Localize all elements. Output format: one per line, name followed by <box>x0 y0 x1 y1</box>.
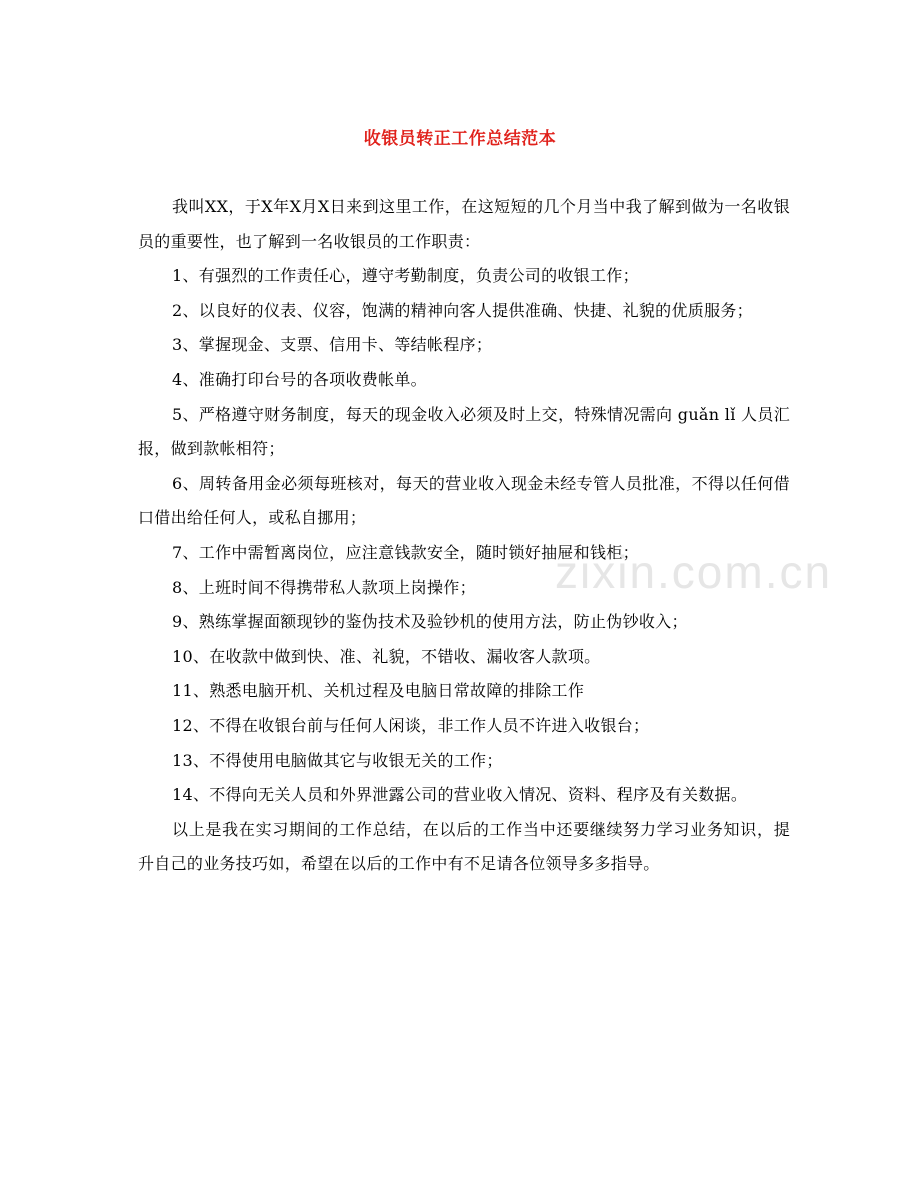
paragraph-item-11: 11、熟悉电脑开机、关机过程及电脑日常故障的排除工作 <box>172 681 585 701</box>
paragraph-conclusion: 以上是我在实习期间的工作总结，在以后的工作当中还要继续努力学习业务知识，提升自己的业务技巧如，希望在以后的工作中有不足请各位领导多多指导。 <box>138 819 790 874</box>
paragraph-item-7: 7、工作中需暂离岗位，应注意钱款安全，随时锁好抽屉和钱柜； <box>172 542 639 562</box>
paragraph-item-6: 6、周转备用金必须每班核对，每天的营业收入现金未经专管人员批准，不得以任何借口借出给任何人，或私自挪用； <box>138 473 790 528</box>
paragraph-item-2: 2、以良好的仪表、仪容，饱满的精神向客人提供准确、快捷、礼貌的优质服务； <box>172 300 753 320</box>
paragraph-item-1: 1、有强烈的工作责任心，遵守考勤制度，负责公司的收银工作； <box>172 266 639 286</box>
paragraph-intro: 我叫XX，于X年X月X日来到这里工作，在这短短的几个月当中我了解到做为一名收银员的重要性，也了解到一名收银员的工作职责： <box>138 197 790 251</box>
page-title: 收银员转正工作总结范本 <box>363 129 557 149</box>
paragraph-item-13: 13、不得使用电脑做其它与收银无关的工作； <box>172 750 503 770</box>
paragraph-item-8: 8、上班时间不得携带私人款项上岗操作； <box>172 577 476 597</box>
paragraph-item-9: 9、熟练掌握面额现钞的鉴伪技术及验钞机的使用方法，防止伪钞收入； <box>172 612 688 632</box>
paragraph-item-10: 10、在收款中做到快、准、礼貌，不错收、漏收客人款项。 <box>172 646 601 666</box>
paragraph-item-3: 3、掌握现金、支票、信用卡、等结帐程序； <box>172 335 493 355</box>
paragraph-item-14: 14、不得向无关人员和外界泄露公司的营业收入情况、资料、程序及有关数据。 <box>172 785 748 805</box>
paragraph-item-5: 5、严格遵守财务制度，每天的现金收入必须及时上交，特殊情况需向 guǎn lǐ 人员汇报，做到款帐相符； <box>138 404 790 459</box>
paragraph-item-12: 12、不得在收银台前与任何人闲谈，非工作人员不许进入收银台； <box>172 715 650 735</box>
document-body <box>138 190 790 882</box>
watermark: zixin.com.cn <box>555 546 833 598</box>
paragraph-item-4: 4、准确打印台号的各项收费帐单。 <box>172 369 427 389</box>
